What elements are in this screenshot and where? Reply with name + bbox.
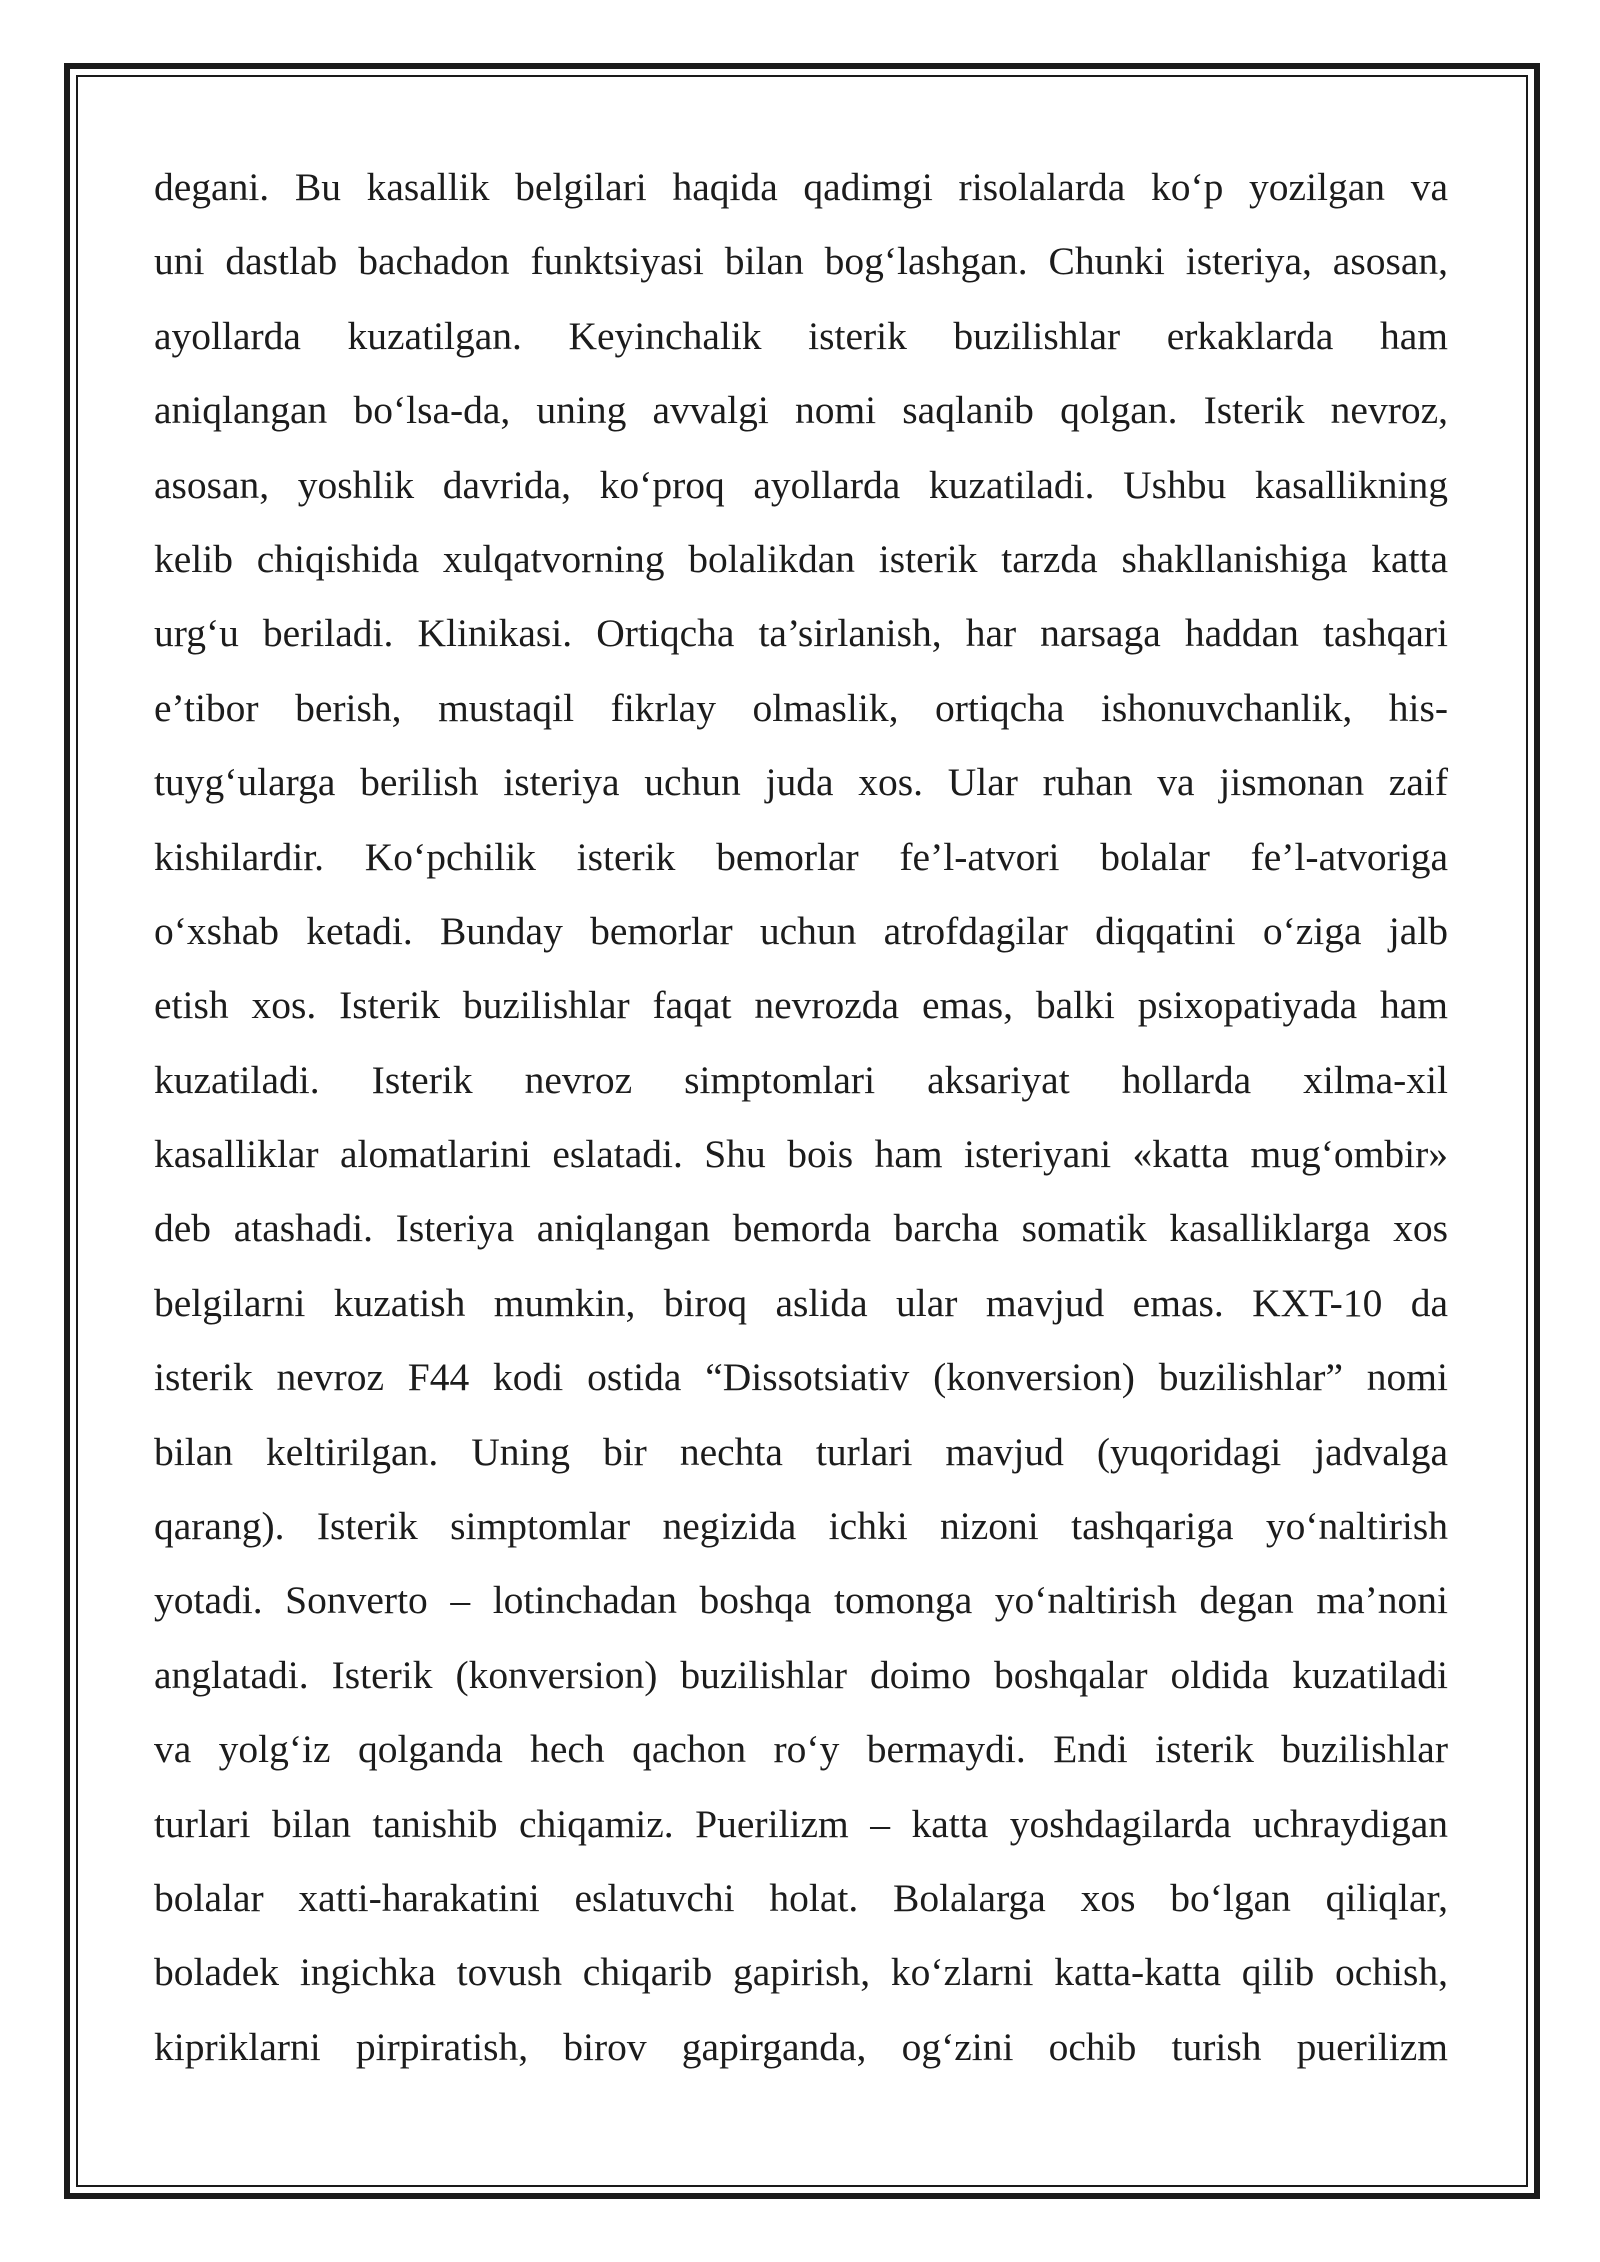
text-line: uni dastlab bachadon funktsiyasi bilan bog‘lashgan. Chunki isteriya, asosan, — [154, 239, 1448, 284]
text-line: kelib chiqishida xulqatvorning bolalikdan isterik tarzda shakllanishiga katta — [154, 536, 1448, 581]
text-line: kipriklarni pirpiratish, birov gapirganda, og‘zini ochib turish puerilizm — [154, 2024, 1448, 2069]
text-line: isterik nevroz F44 kodi ostida “Dissotsiativ (konversion) buzilishlar” nomi — [154, 1355, 1448, 1400]
text-line: asosan, yoshlik davrida, ko‘proq ayollarda kuzatiladi. Ushbu kasallikning — [154, 462, 1448, 507]
text-line: bolalar xatti-harakatini eslatuvchi holat. Bolalarga xos bo‘lgan qiliqlar, — [154, 1875, 1448, 1920]
text-line: urg‘u beriladi. Klinikasi. Ortiqcha ta’sirlanish, har narsaga haddan tashqari — [154, 611, 1448, 656]
text-line: kasalliklar alomatlarini eslatadi. Shu bois ham isteriyani «katta mug‘ombir» — [154, 1132, 1448, 1177]
text-line: yotadi. Sonverto – lotinchadan boshqa tomonga yo‘naltirish degan ma’noni — [154, 1578, 1448, 1623]
text-line: aniqlangan bo‘lsa-da, uning avvalgi nomi saqlanib qolgan. Isterik nevroz, — [154, 388, 1448, 433]
text-line: kishilardir. Ko‘pchilik isterik bemorlar fe’l-atvori bolalar fe’l-atvoriga — [154, 834, 1448, 879]
text-line: belgilarni kuzatish mumkin, biroq aslida ular mavjud emas. KXT-10 da — [154, 1280, 1448, 1325]
text-line: anglatadi. Isterik (konversion) buzilishlar doimo boshqalar oldida kuzatiladi — [154, 1652, 1448, 1697]
text-line: bilan keltirilgan. Uning bir nechta turlari mavjud (yuqoridagi jadvalga — [154, 1429, 1448, 1474]
text-line: e’tibor berish, mustaqil fikrlay olmaslik, ortiqcha ishonuvchanlik, his- — [154, 685, 1448, 730]
text-line: o‘xshab ketadi. Bunday bemorlar uchun atrofdagilar diqqatini o‘ziga jalb — [154, 908, 1448, 953]
text-line: ayollarda kuzatilgan. Keyinchalik isterik buzilishlar erkaklarda ham — [154, 313, 1448, 358]
text-line: kuzatiladi. Isterik nevroz simptomlari aksariyat hollarda xilma-xil — [154, 1057, 1448, 1102]
page-body-text — [154, 150, 1448, 2084]
text-line: degani. Bu kasallik belgilari haqida qadimgi risolalarda ko‘p yozilgan va — [154, 165, 1448, 209]
text-line: etish xos. Isterik buzilishlar faqat nevrozda emas, balki psixopatiyada ham — [154, 983, 1448, 1028]
text-line: qarang). Isterik simptomlar negizida ichki nizoni tashqariga yo‘naltirish — [154, 1504, 1448, 1549]
text-line: boladek ingichka tovush chiqarib gapirish, ko‘zlarni katta-katta qilib ochish, — [154, 1950, 1448, 1995]
text-line: deb atashadi. Isteriya aniqlangan bemorda barcha somatik kasalliklarga xos — [154, 1206, 1448, 1251]
text-line: turlari bilan tanishib chiqamiz. Puerilizm – katta yoshdagilarda uchraydigan — [154, 1801, 1448, 1846]
text-line: tuyg‘ularga berilish isteriya uchun juda xos. Ular ruhan va jismonan zaif — [154, 760, 1448, 805]
text-line: va yolg‘iz qolganda hech qachon ro‘y bermaydi. Endi isterik buzilishlar — [154, 1727, 1448, 1772]
